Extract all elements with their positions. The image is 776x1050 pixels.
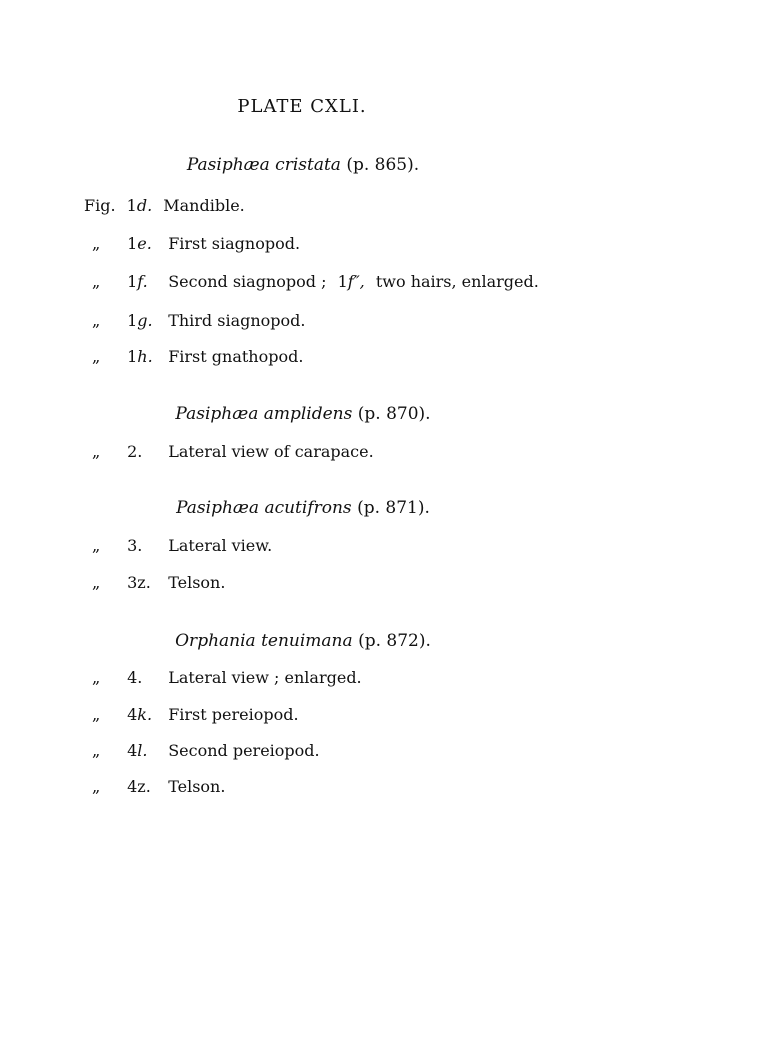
figure-entry-1f xyxy=(92,272,539,291)
figure-id: 2. xyxy=(127,442,143,461)
ditto-marker: „ xyxy=(92,536,101,555)
ditto-marker: „ xyxy=(92,234,101,253)
figure-id: 1e. xyxy=(127,234,152,253)
species-name: Pasiphæa amplidens xyxy=(175,404,353,424)
figure-id: 3. xyxy=(127,536,143,555)
figure-entry-4k xyxy=(92,705,299,724)
figure-description: First siagnopod. xyxy=(168,234,301,253)
species-name: Pasiphæa cristata xyxy=(186,155,341,175)
ditto-marker: „ xyxy=(92,777,101,796)
figure-id: 4z. xyxy=(127,777,151,796)
figure-entry-2 xyxy=(92,442,374,461)
species-heading-amplidens xyxy=(0,404,606,424)
figure-sub-description: two hairs, enlarged. xyxy=(375,272,539,291)
page-reference: (p. 870). xyxy=(357,404,431,424)
figure-id: 1h. xyxy=(127,347,153,366)
figure-description: First pereiopod. xyxy=(168,705,299,724)
figure-entry-1d xyxy=(84,196,245,215)
figure-description: Second pereiopod. xyxy=(168,741,320,760)
plate-title: PLATE CXLI. xyxy=(237,96,367,117)
species-heading-cristata xyxy=(0,155,606,175)
ditto-marker: „ xyxy=(92,668,101,687)
figure-id: 1g. xyxy=(127,311,153,330)
figure-description: Telson. xyxy=(168,573,226,592)
figure-id: 1f. xyxy=(127,272,148,291)
figure-id: 4k. xyxy=(127,705,153,724)
figure-description: Lateral view of carapace. xyxy=(168,442,374,461)
figure-id: 4l. xyxy=(127,741,148,760)
ditto-marker: „ xyxy=(92,705,101,724)
figure-description: Lateral view. xyxy=(168,536,273,555)
ditto-marker: „ xyxy=(92,573,101,592)
page-reference: (p. 872). xyxy=(358,631,431,651)
figure-entry-1e xyxy=(92,234,300,253)
species-heading-acutifrons xyxy=(0,498,606,518)
figure-id: 1d. xyxy=(126,196,153,215)
figure-entry-1h xyxy=(92,347,303,366)
figure-sub-id: 1f″, xyxy=(337,272,365,291)
figure-description: Third siagnopod. xyxy=(168,311,306,330)
species-heading-tenuimana xyxy=(0,631,606,651)
figure-entry-3z xyxy=(92,573,225,592)
figure-id: 4. xyxy=(127,668,143,687)
figure-entry-4l xyxy=(92,741,320,760)
figure-marker: Fig. xyxy=(84,196,116,215)
figure-description: Mandible. xyxy=(163,196,245,215)
ditto-marker: „ xyxy=(92,347,101,366)
figure-id: 3z. xyxy=(127,573,151,592)
figure-description: Second siagnopod ; xyxy=(168,272,327,291)
ditto-marker: „ xyxy=(92,311,101,330)
species-name: Orphania tenuimana xyxy=(175,631,353,651)
figure-description: First gnathopod. xyxy=(168,347,304,366)
ditto-marker: „ xyxy=(92,442,101,461)
page-reference: (p. 865). xyxy=(346,155,420,175)
figure-description: Lateral view ; enlarged. xyxy=(168,668,362,687)
figure-description: Telson. xyxy=(168,777,226,796)
species-name: Pasiphæa acutifrons xyxy=(176,498,352,518)
figure-entry-3 xyxy=(92,536,272,555)
figure-entry-1g xyxy=(92,311,306,330)
figure-entry-4z xyxy=(92,777,225,796)
ditto-marker: „ xyxy=(92,741,101,760)
ditto-marker: „ xyxy=(92,272,101,291)
page-reference: (p. 871). xyxy=(357,498,430,518)
figure-entry-4 xyxy=(92,668,362,687)
